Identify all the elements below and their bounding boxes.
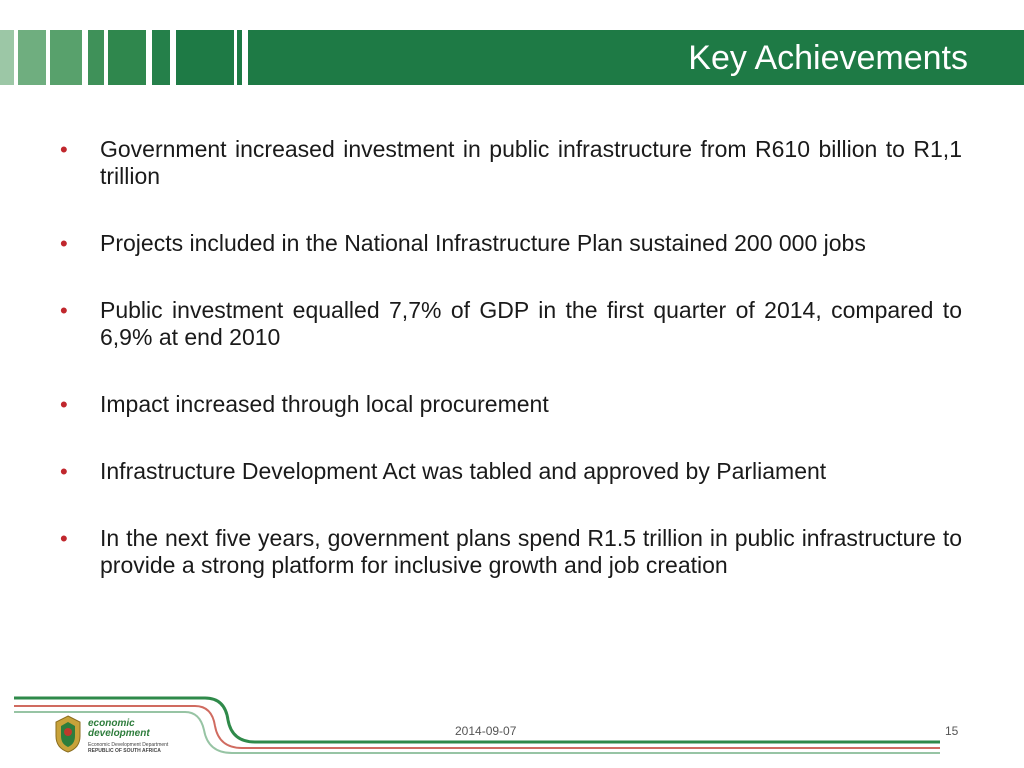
bullet-text: Infrastructure Development Act was tabled and approved by Parliament xyxy=(100,458,827,484)
header-stripe xyxy=(88,30,104,85)
bullet-item xyxy=(56,230,962,257)
header-stripe xyxy=(108,30,146,85)
bullet-text: Public investment equalled 7,7% of GDP in the first quarter of 2014, compared to 6,9% at end 2010 xyxy=(100,297,962,350)
bullet-list xyxy=(56,136,962,619)
header-stripe xyxy=(0,30,14,85)
title-bar xyxy=(248,30,1024,85)
header-stripe xyxy=(176,30,234,85)
coat-of-arms-icon xyxy=(52,714,84,754)
bullet-item xyxy=(56,297,962,351)
bullet-item xyxy=(56,391,962,418)
bullet-text: Government increased investment in public infrastructure from R610 billion to R1,1 trillion xyxy=(100,136,962,189)
logo-country-line: REPUBLIC OF SOUTH AFRICA xyxy=(88,748,161,754)
bullet-dot-icon: • xyxy=(60,526,68,551)
logo-word-development: development xyxy=(88,728,150,739)
slide-header xyxy=(0,30,1024,85)
footer-date: 2014-09-07 xyxy=(455,724,517,738)
economic-development-logo xyxy=(52,714,180,758)
bullet-item xyxy=(56,458,962,485)
bullet-item xyxy=(56,136,962,190)
bullet-text: Impact increased through local procurement xyxy=(100,391,549,417)
bullet-dot-icon: • xyxy=(60,231,68,256)
logo-department-line: Economic Development Department xyxy=(88,742,169,748)
bullet-dot-icon: • xyxy=(60,298,68,323)
bullet-text: Projects included in the National Infrastructure Plan sustained 200 000 jobs xyxy=(100,230,866,256)
page-number: 15 xyxy=(945,724,959,738)
bullet-dot-icon: • xyxy=(60,392,68,417)
bullet-item xyxy=(56,525,962,579)
logo-word-economic: economic xyxy=(88,718,135,729)
header-stripe xyxy=(18,30,46,85)
bullet-dot-icon: • xyxy=(60,137,68,162)
header-stripe xyxy=(152,30,170,85)
header-stripe xyxy=(50,30,82,85)
header-stripe xyxy=(237,30,242,85)
bullet-text: In the next five years, government plans spend R1.5 trillion in public infrastructure to provide a strong platform for inclusive growth and job creation xyxy=(100,525,962,578)
bullet-dot-icon: • xyxy=(60,459,68,484)
slide-title: Key Achievements xyxy=(688,39,968,77)
